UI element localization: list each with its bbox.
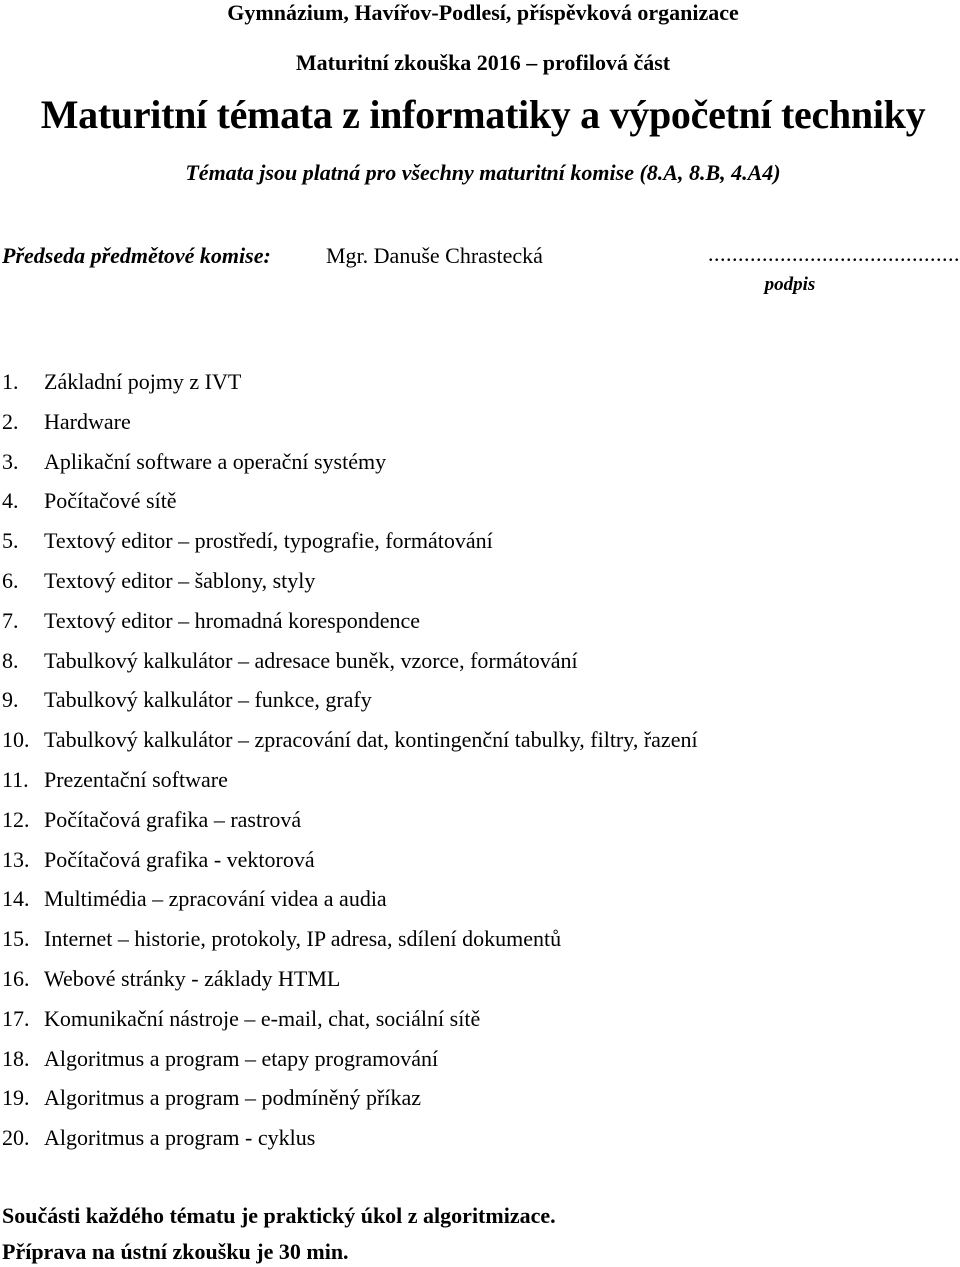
topic-text: Počítačové sítě (44, 488, 177, 514)
school-name: Gymnázium, Havířov-Podlesí, příspěvková organizace (227, 0, 739, 25)
topic-number: 11. (2, 766, 29, 792)
topic-item (0, 1005, 698, 1045)
topic-number: 12. (2, 806, 30, 832)
topic-item (0, 1084, 698, 1124)
committee-chair-label: Předseda předmětové komise: (2, 243, 271, 268)
topic-text: Hardware (44, 408, 131, 434)
topic-number: 2. (2, 408, 19, 434)
topic-text: Tabulkový kalkulátor – zpracování dat, kontingenční tabulky, filtry, řazení (44, 727, 698, 753)
topic-item (0, 567, 698, 607)
topic-item (0, 487, 698, 527)
topic-text: Počítačová grafika - vektorová (44, 846, 315, 872)
topic-number: 20. (2, 1125, 30, 1151)
topic-item (0, 925, 698, 965)
topic-number: 13. (2, 846, 30, 872)
topic-item (0, 846, 698, 886)
topic-number: 19. (2, 1085, 30, 1111)
topic-text: Multimédia – zpracování videa a audia (44, 886, 387, 912)
topic-text: Tabulkový kalkulátor – funkce, grafy (44, 687, 372, 713)
topic-item (0, 448, 698, 488)
topic-number: 8. (2, 647, 19, 673)
topic-text: Základní pojmy z IVT (44, 369, 242, 394)
signature-line: .......................................... (708, 241, 960, 266)
topic-text: Počítačová grafika – rastrová (44, 806, 302, 832)
topic-number: 5. (2, 528, 19, 554)
topic-number: 3. (2, 448, 19, 474)
page-subtitle: Témata jsou platná pro všechny maturitní komise (8.A, 8.B, 4.A4) (185, 160, 781, 185)
topic-item (0, 885, 698, 925)
topic-text: Prezentační software (44, 766, 228, 792)
topic-number: 18. (2, 1045, 30, 1071)
topic-item (0, 607, 698, 647)
topic-number: 6. (2, 567, 19, 593)
topic-text: Komunikační nástroje – e-mail, chat, sociální sítě (44, 1005, 481, 1031)
preparation-time-note: Příprava na ústní zkoušku je 30 min. (2, 1239, 349, 1264)
topic-list (0, 368, 698, 1164)
topic-number: 1. (2, 369, 19, 394)
practical-task-note: Součásti každého tématu je praktický úkol z algoritmizace. (2, 1203, 556, 1228)
topic-text: Internet – historie, protokoly, IP adresa, sdílení dokumentů (44, 926, 562, 952)
topic-item (0, 686, 698, 726)
topic-item (0, 766, 698, 806)
topic-item (0, 726, 698, 766)
topic-text: Aplikační software a operační systémy (44, 448, 387, 474)
signature-label: podpis (764, 274, 816, 295)
topic-item (0, 527, 698, 567)
topic-item (0, 965, 698, 1005)
topic-text: Tabulkový kalkulátor – adresace buněk, vzorce, formátování (44, 647, 578, 673)
topic-number: 7. (2, 607, 19, 633)
exam-heading: Maturitní zkouška 2016 – profilová část (295, 50, 671, 75)
topic-number: 14. (2, 886, 30, 912)
topic-item (0, 408, 698, 448)
topic-text: Algoritmus a program – etapy programování (44, 1045, 439, 1071)
topic-number: 16. (2, 965, 30, 991)
topic-number: 17. (2, 1005, 30, 1031)
topic-item (0, 1045, 698, 1085)
topic-text: Webové stránky - základy HTML (44, 965, 341, 991)
page-title: Maturitní témata z informatiky a výpočetní techniky (40, 92, 926, 137)
topic-number: 10. (2, 727, 30, 753)
topic-number: 4. (2, 488, 19, 514)
topic-item (0, 647, 698, 687)
topic-text: Algoritmus a program – podmíněný příkaz (44, 1085, 421, 1111)
topic-text: Textový editor – prostředí, typografie, formátování (44, 528, 493, 554)
topic-text: Textový editor – šablony, styly (44, 567, 316, 593)
topic-text: Algoritmus a program - cyklus (44, 1125, 316, 1151)
topic-item (0, 368, 698, 408)
topic-number: 9. (2, 687, 19, 713)
topic-number: 15. (2, 926, 30, 952)
topic-item (0, 1124, 698, 1164)
committee-chair-name: Mgr. Danuše Chrastecká (326, 243, 543, 268)
topic-text: Textový editor – hromadná korespondence (44, 607, 421, 633)
topic-item (0, 806, 698, 846)
